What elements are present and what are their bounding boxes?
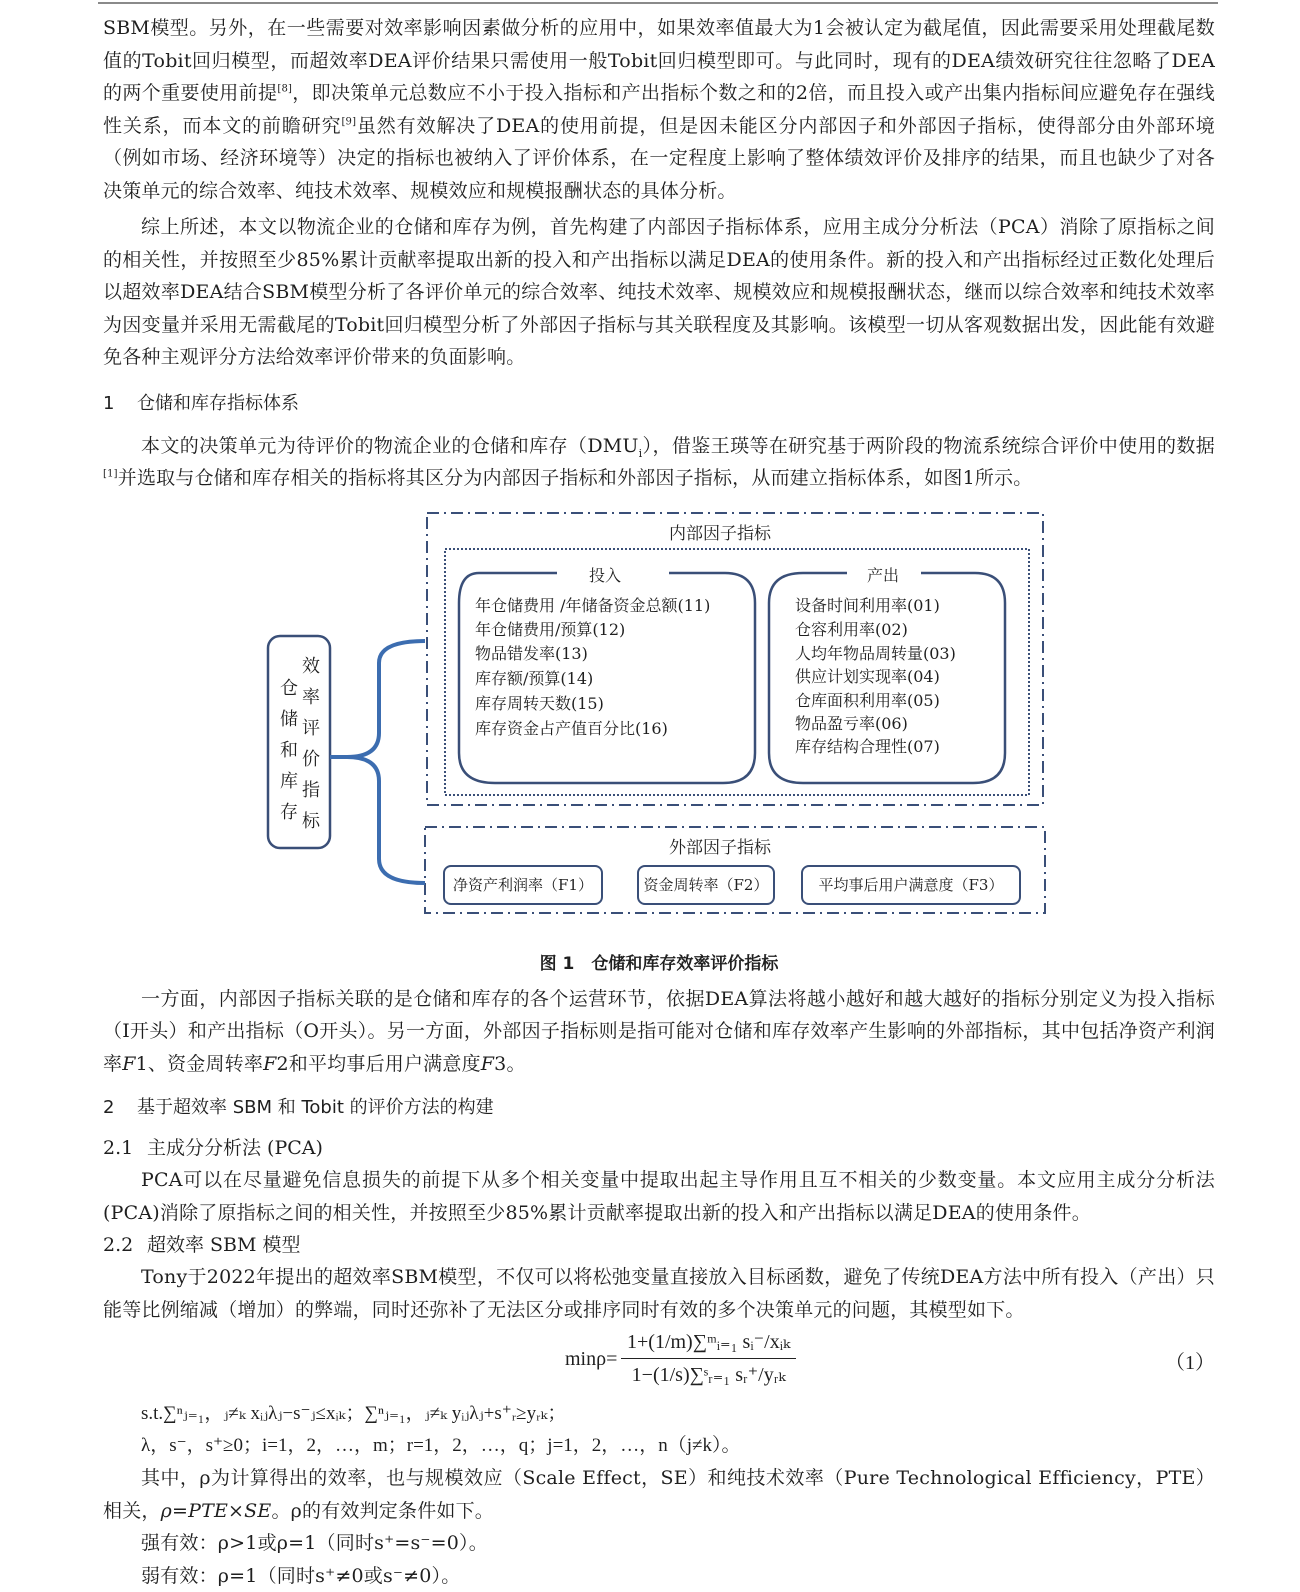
text-run: SBM模型。另外，在一些需要对效率影响因素做分析的应用中，如果效率值最大为1会被认定为截尾值，因此需要采用处理截尾数值的Tobit回归模型，而超效率DEA评价结果只需使用一般Tobit回归模型即可。与此同时，现有的DEA绩效研究往往忽略了DEA的两个重要使用前提 [103, 17, 1215, 104]
output-item: 库存结构合理性(07) [795, 734, 940, 757]
citation[interactable]: [9] [341, 116, 356, 127]
input-item: 库存额/预算(14) [475, 666, 593, 689]
subsection-2-1-heading [103, 1132, 1215, 1164]
subsection-2-2-paragraph: Tony于2022年提出的超效率SBM模型，不仅可以将松弛变量直接放入目标函数，避免了传统DEA方法中所有投入（产出）只能等比例缩减（增加）的弊端，同时还弥补了无法区分或排序同时有效的多个决策单元的问题，其模型如下。 [103, 1261, 1215, 1326]
figure-1 [103, 503, 1215, 943]
root-char: 指 [300, 775, 322, 806]
root-char: 储 [278, 704, 300, 735]
formula-1 [103, 1326, 1215, 1398]
italic-formula: ρ=PTE×SE [161, 1500, 272, 1522]
section-title: 仓储和库存指标体系 [137, 393, 299, 414]
external-title: 外部因子指标 [669, 833, 771, 858]
root-char: 和 [278, 735, 300, 766]
output-item: 人均年物品周转量(03) [795, 641, 956, 664]
subsection-number: 2.1 [103, 1132, 147, 1164]
citation[interactable]: [1] [103, 469, 118, 480]
equation-number: （1） [1165, 1346, 1215, 1375]
root-char: 仓 [278, 673, 300, 704]
section-2-heading [103, 1092, 1215, 1124]
subsection-number: 2.2 [103, 1229, 147, 1261]
output-item: 物品盈亏率(06) [795, 711, 908, 734]
section-title: 基于超效率 SBM 和 Tobit 的评价方法的构建 [137, 1097, 494, 1118]
input-item: 库存资金占产值百分比(16) [475, 716, 668, 739]
section-1-heading [103, 388, 1215, 420]
page-body [103, 12, 1215, 1592]
section-number: 2 [103, 1092, 137, 1124]
external-item: 平均事后用户满意度（F3） [801, 865, 1021, 905]
formula-denominator: 1−(1/s)∑ˢᵣ₌₁ sᵣ⁺/yᵣₖ [621, 1359, 796, 1391]
text-run: 1、资金周转率 [136, 1053, 264, 1075]
output-item: 供应计划实现率(04) [795, 664, 940, 687]
input-item: 库存周转天数(15) [475, 691, 604, 714]
weak-efficiency-condition: 弱有效：ρ=1（同时s⁺≠0或s⁻≠0）。 [103, 1560, 1215, 1592]
subsection-title: 超效率 SBM 模型 [147, 1234, 301, 1256]
input-item: 物品错发率(13) [475, 641, 588, 664]
root-label-col-2 [300, 651, 322, 837]
subsection-2-1-paragraph: PCA可以在尽量避免信息损失的前提下从多个相关变量中提取出起主导作用且互不相关的少数变量。本文应用主成分分析法(PCA)消除了原指标之间的相关性，并按照至少85%累计贡献率提取出新的投入和产出指标以满足DEA的使用条件。 [103, 1164, 1215, 1229]
external-item: 资金周转率（F2） [637, 865, 775, 905]
strong-efficiency-condition: 强有效：ρ>1或ρ=1（同时s⁺=s⁻=0）。 [103, 1527, 1215, 1560]
citation[interactable]: [8] [277, 84, 292, 95]
formula-numerator: 1+(1/m)∑ᵐᵢ₌₁ sᵢ⁻/xᵢₖ [621, 1326, 796, 1359]
text-run: 虽然有效解决了DEA的使用前提，但是因未能区分内部因子和外部因子指标，使得部分由外部环境（例如市场、经济环境等）决定的指标也被纳入了评价体系，在一定程度上影响了整体绩效评价及排序的结果，而且也缺少了对各决策单元的综合效率、纯技术效率、规模效应和规模报酬状态的具体分析。 [103, 115, 1215, 202]
root-char: 价 [300, 744, 322, 775]
after-figure-paragraph [103, 983, 1215, 1081]
text-run: 2和平均事后用户满意度 [276, 1053, 480, 1075]
explain-paragraph [103, 1462, 1215, 1527]
text-run: 3。 [494, 1053, 526, 1075]
italic-var: F [481, 1053, 494, 1075]
root-char: 评 [300, 713, 322, 744]
subscript: i [639, 446, 643, 459]
top-rule [98, 2, 1218, 4]
text-run: 本文的决策单元为待评价的物流企业的仓储和库存（DMU [141, 435, 639, 457]
constraint-line-2: λ，s⁻，s⁺≥0；i=1，2，…，m；r=1，2，…，q；j=1，2，…，n（j≠k）。 [141, 1430, 1215, 1462]
figure-caption: 图 1 仓储和库存效率评价指标 [103, 949, 1215, 979]
root-char: 存 [278, 797, 300, 828]
formula-lhs: minρ= [565, 1348, 617, 1371]
subsection-2-2-heading [103, 1229, 1215, 1261]
output-item: 设备时间利用率(01) [795, 593, 940, 616]
external-item: 净资产利润率（F1） [443, 865, 603, 905]
section-number: 1 [103, 388, 137, 420]
text-run: 并选取与仓储和库存相关的指标将其区分为内部因子指标和外部因子指标，从而建立指标体系，如图1所示。 [118, 467, 1033, 489]
text-run: 一方面，内部因子指标关联的是仓储和库存的各个运营环节，依据DEA算法将越小越好和越大越好的指标分别定义为投入指标（I开头）和产出指标（O开头）。另一方面，外部因子指标则是指可能对仓储和库存效率产生影响的外部指标，其中包括净资产利润率 [103, 988, 1215, 1075]
intro-paragraph-1 [103, 12, 1215, 207]
input-item: 年仓储费用 /年储备资金总额(11) [475, 593, 710, 616]
output-item: 仓库面积利用率(05) [795, 688, 940, 711]
brace [347, 641, 425, 883]
subsection-title: 主成分分析法 (PCA) [147, 1137, 323, 1159]
root-char: 率 [300, 682, 322, 713]
root-char: 库 [278, 766, 300, 797]
constraint-line-1: s.t.∑ⁿⱼ₌₁，ⱼ≠ₖ xᵢⱼλⱼ−s⁻ⱼ≤xᵢₖ；∑ⁿⱼ₌₁，ⱼ≠ₖ yᵢⱼλⱼ+s⁺ᵣ≥yᵣₖ； [141, 1398, 1215, 1430]
formula-fraction [621, 1326, 796, 1391]
input-title: 投入 [585, 563, 625, 586]
input-item: 年仓储费用/预算(12) [475, 617, 625, 640]
italic-var: F [263, 1053, 276, 1075]
root-label-col-1 [278, 673, 300, 828]
italic-var: F [122, 1053, 135, 1075]
text-run: ），借鉴王瑛等在研究基于两阶段的物流系统综合评价中使用的数据 [642, 435, 1215, 457]
text-run: 。ρ的有效判定条件如下。 [271, 1500, 494, 1522]
root-char: 标 [300, 806, 322, 837]
text-run: ，即决策单元总数应不小于投入指标和产出指标个数之和的2倍，而且投入或产出集内指标间应避免存在强线性关系，而本文的前瞻研究 [103, 82, 1215, 137]
output-item: 仓容利用率(02) [795, 617, 908, 640]
intro-paragraph-2: 综上所述，本文以物流企业的仓储和库存为例，首先构建了内部因子指标体系，应用主成分分析法（PCA）消除了原指标之间的相关性，并按照至少85%累计贡献率提取出新的投入和产出指标以满足DEA的使用条件。新的投入和产出指标经过正数化处理后以超效率DEA结合SBM模型分析了各评价单元的综合效率、纯技术效率、规模效应和规模报酬状态，继而以综合效率和纯技术效率为因变量并采用无需截尾的Tobit回归模型分析了外部因子指标与其关联程度及其影响。该模型一切从客观数据出发，因此能有效避免各种主观评分方法给效率评价带来的负面影响。 [103, 211, 1215, 374]
internal-title: 内部因子指标 [669, 519, 771, 544]
text-run: 其中，ρ为计算得出的效率，也与规模效应（Scale Effect，SE）和纯技术效率（Pure Technological Efficiency，PTE）相关， [103, 1467, 1215, 1522]
root-char: 效 [300, 651, 322, 682]
output-title: 产出 [863, 563, 903, 586]
section-1-paragraph [103, 430, 1215, 495]
